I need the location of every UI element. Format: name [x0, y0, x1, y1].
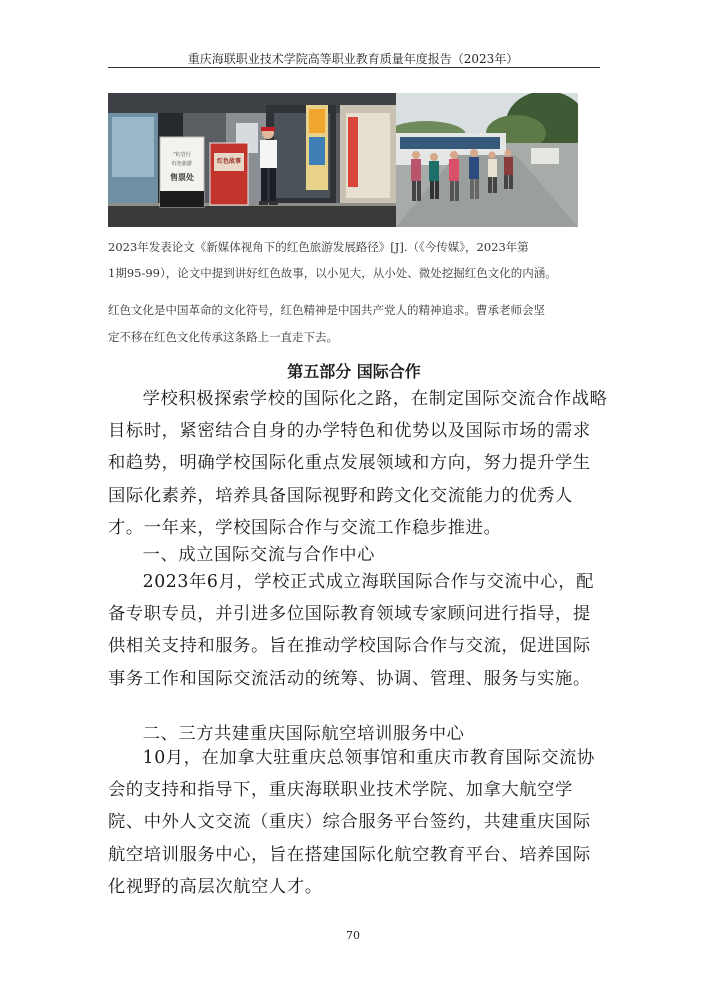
header-rule	[108, 67, 600, 68]
intro-paragraph: 学校积极探索学校的国际化之路，在制定国际交流合作战略目标时，紧密结合自身的办学特色和优势以及国际市场的需求和趋势，明确学校国际化重点发展领域和方向，努力提升学生国际化素养，培养具备国际视野和跨文化交流能力的优秀人才。一年来，学校国际合作与交流工作稳步推进。	[108, 389, 608, 538]
group-walking-illustration	[396, 93, 578, 227]
sign-line-2: 红色旅游	[171, 161, 192, 167]
section-heading: 第五部分 国际合作	[287, 362, 421, 381]
running-header: 重庆海联职业技术学院高等职业教育质量年度报告（2023年）	[187, 52, 519, 66]
ticket-booth-illustration	[108, 93, 396, 227]
subsection-2-body: 10月，在加拿大驻重庆总领事馆和重庆市教育国际交流协会的支持和指导下，重庆海联职业技术学院、加拿大航空学院、中外人文交流（重庆）综合服务平台签约，共建重庆国际航空培训服务中心，旨在搭建国际化航空教育平台、培养国际化视野的高层次航空人才。	[108, 748, 595, 897]
sign-line-1: “红岩行	[173, 152, 191, 158]
photo-caption-line-3: 红色文化是中国革命的文化符号，红色精神是中国共产党人的精神追求。曹承老师会坚	[108, 303, 545, 317]
photo-caption-line-1: 2023年发表论文《新媒体视角下的红色旅游发展路径》[J].（《今传媒》，2023年第	[108, 240, 529, 254]
sign-line-3: 售票处	[170, 173, 194, 182]
page-number: 70	[346, 929, 360, 942]
photo-caption-line-2: 1期95-99），论文中提到讲好红色故事，以小见大，从小处、微处挖掘红色文化的内涵。	[108, 266, 557, 280]
photo-caption-line-4: 定不移在红色文化传承这条路上一直走下去。	[108, 330, 338, 344]
subsection-2-heading: 二、三方共建重庆国际航空培训服务中心	[142, 724, 465, 744]
subsection-1-heading: 一、成立国际交流与合作中心	[142, 545, 376, 565]
poster-text: 红色故事	[216, 158, 241, 165]
photo-strip	[108, 93, 578, 227]
sign-text-group	[162, 151, 202, 182]
subsection-1-body: 2023年6月，学校正式成立海联国际合作与交流中心，配备专职专员，并引进多位国际教育领域专家顾问进行指导，提供相关支持和服务。旨在推动学校国际合作与交流，促进国际事务工作和国际交流活动的统筹、协调、管理、服务与实施。	[108, 572, 594, 689]
photo-group-walking	[396, 93, 578, 227]
photo-ticket-booth	[108, 93, 396, 227]
